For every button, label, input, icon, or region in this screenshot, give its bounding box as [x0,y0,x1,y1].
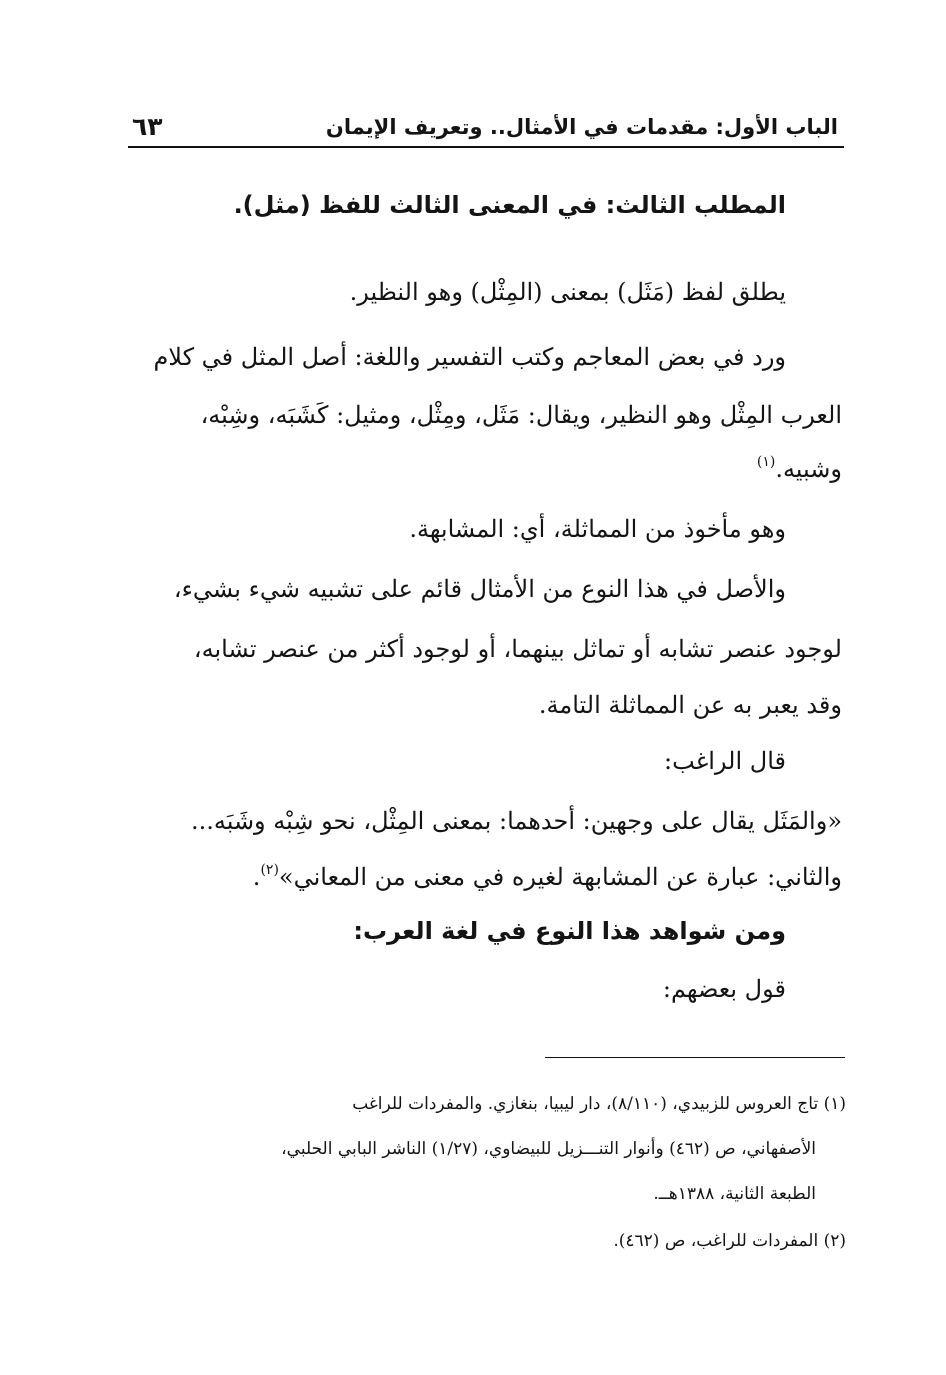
section-heading: المطلب الثالث: في المعنى الثالث للفظ (مثل). [233,191,786,219]
quote-line-2 [253,860,842,894]
paragraph-5: قال الراغب: [664,747,786,775]
quote-end: . [252,863,261,891]
running-title: الباب الأول: مقدمات في الأمثال.. وتعريف الإيمان [325,115,838,139]
footnote-ref-1: (١) [756,454,776,470]
paragraph-4-line-1: والأصل في هذا النوع من الأمثال قائم على تشبيه شيء بشيء، [173,575,786,603]
footnote-ref-2: (٢) [260,862,279,878]
subheading: ومن شواهد هذا النوع في لغة العرب: [353,917,786,945]
quote-line-1: «والمَثَل يقال على وجهين: أحدهما: بمعنى المِثْل، نحو شِبْه وشَبَه... [190,807,842,835]
paragraph-2-line-3-text: وشبيه. [775,455,842,483]
paragraph-2-line-3 [757,452,842,486]
footnote-1-line-1: (١) تاج العروس للزبيدي، (٨/١١٠)، دار ليبيا، بنغازي. والمفردات للراغب [352,1094,846,1114]
paragraph-6: قول بعضهم: [662,975,786,1003]
page-number: ٦٣ [132,112,163,141]
paragraph-2-line-1: ورد في بعض المعاجم وكتب التفسير واللغة: أصل المثل في كلام [153,343,786,371]
paragraph-2-line-2: العرب المِثْل وهو النظير، ويقال: مَثَل، ومِثْل، ومثيل: كَشَبَه، وشِبْه، [200,401,842,429]
footnote-1-line-3: الطبعة الثانية، ١٣٨٨هــ. [653,1184,816,1204]
paragraph-4-line-2: لوجود عنصر تشابه أو تماثل بينهما، أو لوجود أكثر من عنصر تشابه، [193,635,842,663]
footnote-separator [545,1057,845,1058]
footnote-1-line-2: الأصفهاني، ص (٤٦٢) وأنوار التنـــزيل للبيضاوي، (١/٢٧) الناشر البابي الحلبي، [281,1139,816,1159]
paragraph-3: وهو مأخوذ من المماثلة، أي: المشابهة. [409,515,786,543]
paragraph-4-line-3: وقد يعبر به عن المماثلة التامة. [538,691,842,719]
paragraph-1: يطلق لفظ (مَثَل) بمعنى (المِثْل) وهو النظير. [349,278,786,306]
footnote-2: (٢) المفردات للراغب، ص (٤٦٢). [613,1231,846,1251]
quote-line-2-text: والثاني: عبارة عن المشابهة لغيره في معنى من المعاني» [278,863,842,891]
page-header [128,108,844,148]
